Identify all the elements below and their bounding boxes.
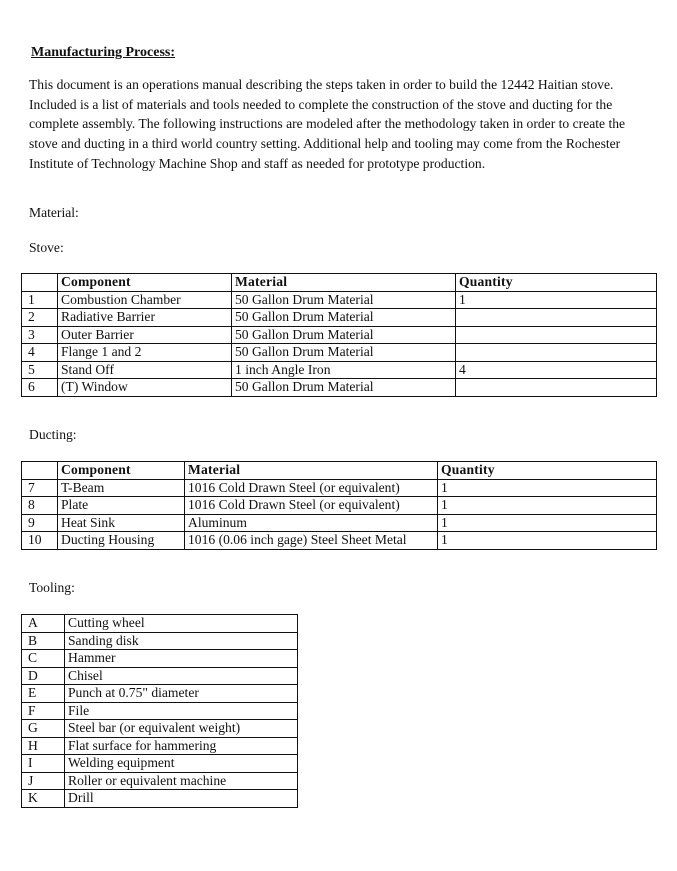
cell-number: 8 bbox=[22, 497, 58, 515]
cell-tool: Welding equipment bbox=[65, 755, 298, 773]
cell-component: (T) Window bbox=[58, 379, 232, 397]
cell-component: Combustion Chamber bbox=[58, 291, 232, 309]
cell-tool: File bbox=[65, 702, 298, 720]
stove-table bbox=[21, 273, 657, 397]
cell-letter: J bbox=[22, 772, 65, 790]
cell-letter: E bbox=[22, 685, 65, 703]
header-component: Component bbox=[58, 462, 185, 480]
cell-number: 4 bbox=[22, 344, 58, 362]
header-quantity: Quantity bbox=[456, 274, 657, 292]
table-row bbox=[22, 737, 298, 755]
tooling-table bbox=[21, 614, 298, 808]
header-component: Component bbox=[58, 274, 232, 292]
cell-tool: Punch at 0.75" diameter bbox=[65, 685, 298, 703]
cell-quantity: 1 bbox=[456, 291, 657, 309]
cell-tool: Flat surface for hammering bbox=[65, 737, 298, 755]
cell-number: 5 bbox=[22, 361, 58, 379]
cell-material: Aluminum bbox=[185, 514, 438, 532]
cell-letter: B bbox=[22, 632, 65, 650]
table-row bbox=[22, 702, 298, 720]
cell-material: 1016 Cold Drawn Steel (or equivalent) bbox=[185, 479, 438, 497]
table-row bbox=[22, 361, 657, 379]
cell-component: Ducting Housing bbox=[58, 532, 185, 550]
table-row bbox=[22, 291, 657, 309]
table-row bbox=[22, 632, 298, 650]
stove-label: Stove: bbox=[29, 240, 64, 255]
cell-letter: G bbox=[22, 720, 65, 738]
cell-component: Plate bbox=[58, 497, 185, 515]
cell-material: 1016 (0.06 inch gage) Steel Sheet Metal bbox=[185, 532, 438, 550]
table-header-row bbox=[22, 462, 657, 480]
cell-quantity: 4 bbox=[456, 361, 657, 379]
table-row bbox=[22, 772, 298, 790]
cell-number: 3 bbox=[22, 326, 58, 344]
cell-tool: Hammer bbox=[65, 650, 298, 668]
table-row bbox=[22, 532, 657, 550]
cell-quantity bbox=[456, 379, 657, 397]
cell-quantity bbox=[456, 309, 657, 327]
cell-number: 9 bbox=[22, 514, 58, 532]
table-row bbox=[22, 326, 657, 344]
table-row bbox=[22, 514, 657, 532]
header-material: Material bbox=[232, 274, 456, 292]
intro-paragraph: This document is an operations manual describing the steps taken in order to build the 12442 Haitian stove. Included is a list of materials and tools needed to complete the construction of the stove and ducting for the complete assembly. The following instructions are modeled after the methodology taken in order to create the stove and ducting in a third world country setting. Additional help and tooling may come from the Rochester Institute of Technology Machine Shop and staff as needed for prototype production. bbox=[29, 77, 626, 171]
cell-tool: Drill bbox=[65, 790, 298, 808]
cell-component: Outer Barrier bbox=[58, 326, 232, 344]
header-material: Material bbox=[185, 462, 438, 480]
cell-letter: A bbox=[22, 615, 65, 633]
cell-component: T-Beam bbox=[58, 479, 185, 497]
cell-material: 50 Gallon Drum Material bbox=[232, 326, 456, 344]
cell-material: 1 inch Angle Iron bbox=[232, 361, 456, 379]
material-label: Material: bbox=[29, 205, 79, 220]
cell-material: 1016 Cold Drawn Steel (or equivalent) bbox=[185, 497, 438, 515]
cell-quantity bbox=[456, 326, 657, 344]
table-row bbox=[22, 685, 298, 703]
cell-component: Heat Sink bbox=[58, 514, 185, 532]
table-row bbox=[22, 344, 657, 362]
cell-number: 1 bbox=[22, 291, 58, 309]
cell-material: 50 Gallon Drum Material bbox=[232, 344, 456, 362]
cell-quantity bbox=[456, 344, 657, 362]
cell-quantity: 1 bbox=[438, 479, 657, 497]
cell-component: Radiative Barrier bbox=[58, 309, 232, 327]
ducting-table bbox=[21, 461, 657, 550]
cell-tool: Sanding disk bbox=[65, 632, 298, 650]
header-number bbox=[22, 274, 58, 292]
cell-number: 2 bbox=[22, 309, 58, 327]
table-row bbox=[22, 379, 657, 397]
table-header-row bbox=[22, 274, 657, 292]
ducting-label: Ducting: bbox=[29, 427, 77, 442]
table-row bbox=[22, 720, 298, 738]
cell-tool: Steel bar (or equivalent weight) bbox=[65, 720, 298, 738]
table-row bbox=[22, 479, 657, 497]
cell-letter: H bbox=[22, 737, 65, 755]
cell-letter: D bbox=[22, 667, 65, 685]
tooling-label: Tooling: bbox=[29, 580, 75, 595]
header-quantity: Quantity bbox=[438, 462, 657, 480]
cell-tool: Roller or equivalent machine bbox=[65, 772, 298, 790]
cell-quantity: 1 bbox=[438, 532, 657, 550]
table-row bbox=[22, 790, 298, 808]
table-row bbox=[22, 497, 657, 515]
cell-number: 10 bbox=[22, 532, 58, 550]
cell-quantity: 1 bbox=[438, 497, 657, 515]
table-row bbox=[22, 615, 298, 633]
cell-material: 50 Gallon Drum Material bbox=[232, 291, 456, 309]
cell-number: 7 bbox=[22, 479, 58, 497]
cell-letter: I bbox=[22, 755, 65, 773]
cell-material: 50 Gallon Drum Material bbox=[232, 379, 456, 397]
table-row bbox=[22, 650, 298, 668]
cell-letter: C bbox=[22, 650, 65, 668]
section-heading: Manufacturing Process: bbox=[31, 45, 175, 60]
cell-letter: K bbox=[22, 790, 65, 808]
cell-material: 50 Gallon Drum Material bbox=[232, 309, 456, 327]
table-row bbox=[22, 667, 298, 685]
table-row bbox=[22, 309, 657, 327]
cell-quantity: 1 bbox=[438, 514, 657, 532]
cell-tool: Chisel bbox=[65, 667, 298, 685]
cell-component: Flange 1 and 2 bbox=[58, 344, 232, 362]
cell-tool: Cutting wheel bbox=[65, 615, 298, 633]
cell-letter: F bbox=[22, 702, 65, 720]
cell-number: 6 bbox=[22, 379, 58, 397]
cell-component: Stand Off bbox=[58, 361, 232, 379]
header-number bbox=[22, 462, 58, 480]
table-row bbox=[22, 755, 298, 773]
